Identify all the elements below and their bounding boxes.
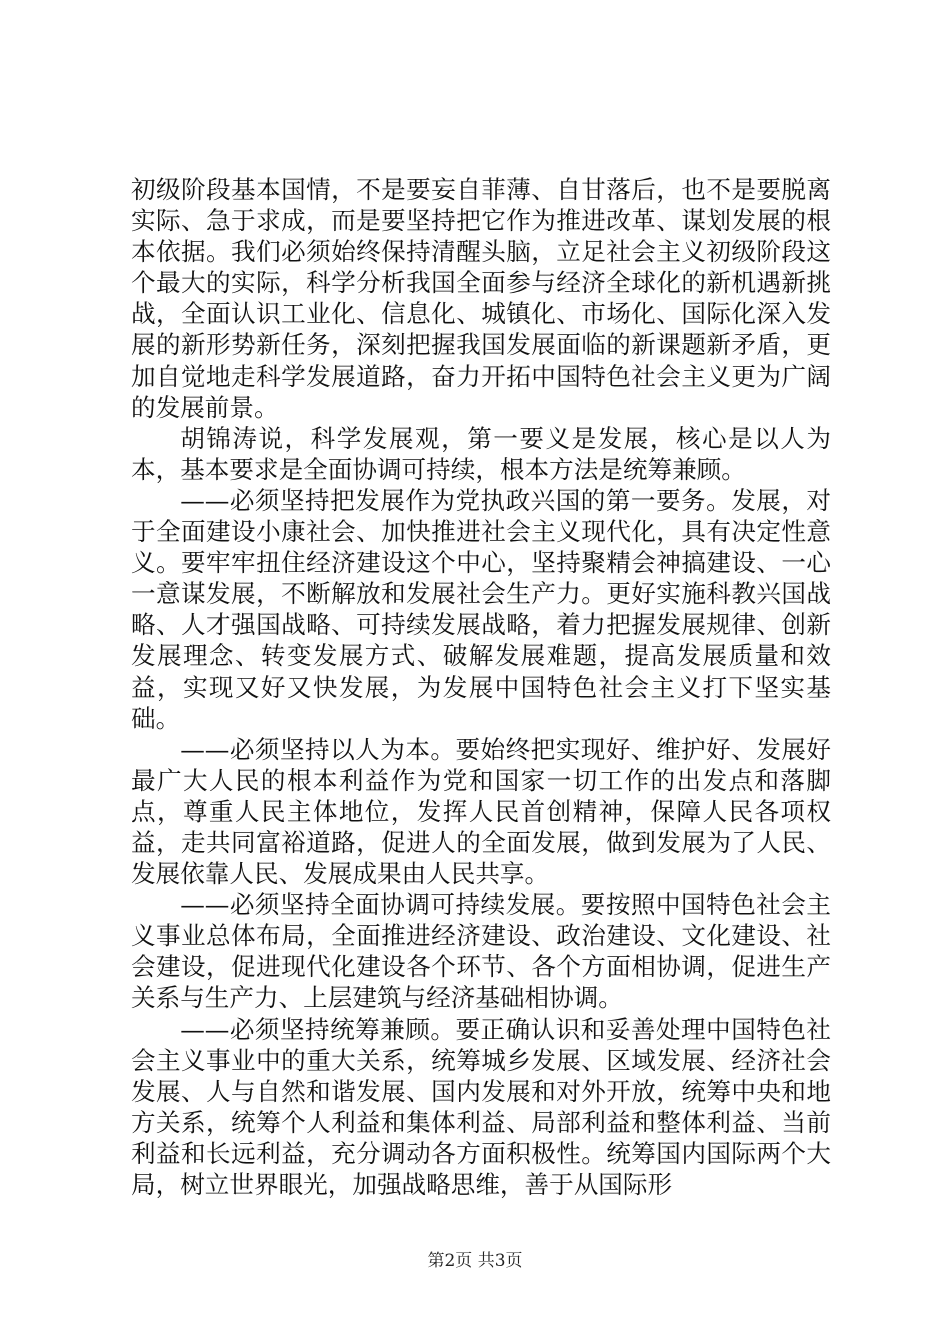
page-footer: 第2页 共3页 xyxy=(427,1251,523,1271)
document-body xyxy=(131,174,831,1200)
paragraph: ——必须坚持统筹兼顾。要正确认识和妥善处理中国特色社会主义事业中的重大关系，统筹城乡发展、区域发展、经济社会发展、人与自然和谐发展、国内发展和对外开放，统筹中央和地方关系，统筹个人利益和集体利益、局部利益和整体利益、当前利益和长远利益，充分调动各方面积极性。统筹国内国际两个大局，树立世界眼光，加强战略思维，善于从国际形 xyxy=(131,1014,831,1199)
paragraph: ——必须坚持把发展作为党执政兴国的第一要务。发展，对于全面建设小康社会、加快推进社会主义现代化，具有决定性意义。要牢牢扭住经济建设这个中心，坚持聚精会神搞建设、一心一意谋发展，不断解放和发展社会生产力。更好实施科教兴国战略、人才强国战略、可持续发展战略，着力把握发展规律、创新发展理念、转变发展方式、破解发展难题，提高发展质量和效益，实现又好又快发展，为发展中国特色社会主义打下坚实基础。 xyxy=(131,485,831,733)
paragraph: 胡锦涛说，科学发展观，第一要义是发展，核心是以人为本，基本要求是全面协调可持续，根本方法是统筹兼顾。 xyxy=(131,423,831,484)
paragraph: ——必须坚持全面协调可持续发展。要按照中国特色社会主义事业总体布局，全面推进经济建设、政治建设、文化建设、社会建设，促进现代化建设各个环节、各个方面相协调，促进生产关系与生产力、上层建筑与经济基础相协调。 xyxy=(131,890,831,1013)
paragraph: 初级阶段基本国情，不是要妄自菲薄、自甘落后，也不是要脱离实际、急于求成，而是要坚持把它作为推进改革、谋划发展的根本依据。我们必须始终保持清醒头脑，立足社会主义初级阶段这个最大的实际，科学分析我国全面参与经济全球化的新机遇新挑战，全面认识工业化、信息化、城镇化、市场化、国际化深入发展的新形势新任务，深刻把握我国发展面临的新课题新矛盾，更加自觉地走科学发展道路，奋力开拓中国特色社会主义更为广阔的发展前景。 xyxy=(131,175,831,422)
paragraph: ——必须坚持以人为本。要始终把实现好、维护好、发展好最广大人民的根本利益作为党和国家一切工作的出发点和落脚点，尊重人民主体地位，发挥人民首创精神，保障人民各项权益，走共同富裕道路，促进人的全面发展，做到发展为了人民、发展依靠人民、发展成果由人民共享。 xyxy=(131,734,831,889)
